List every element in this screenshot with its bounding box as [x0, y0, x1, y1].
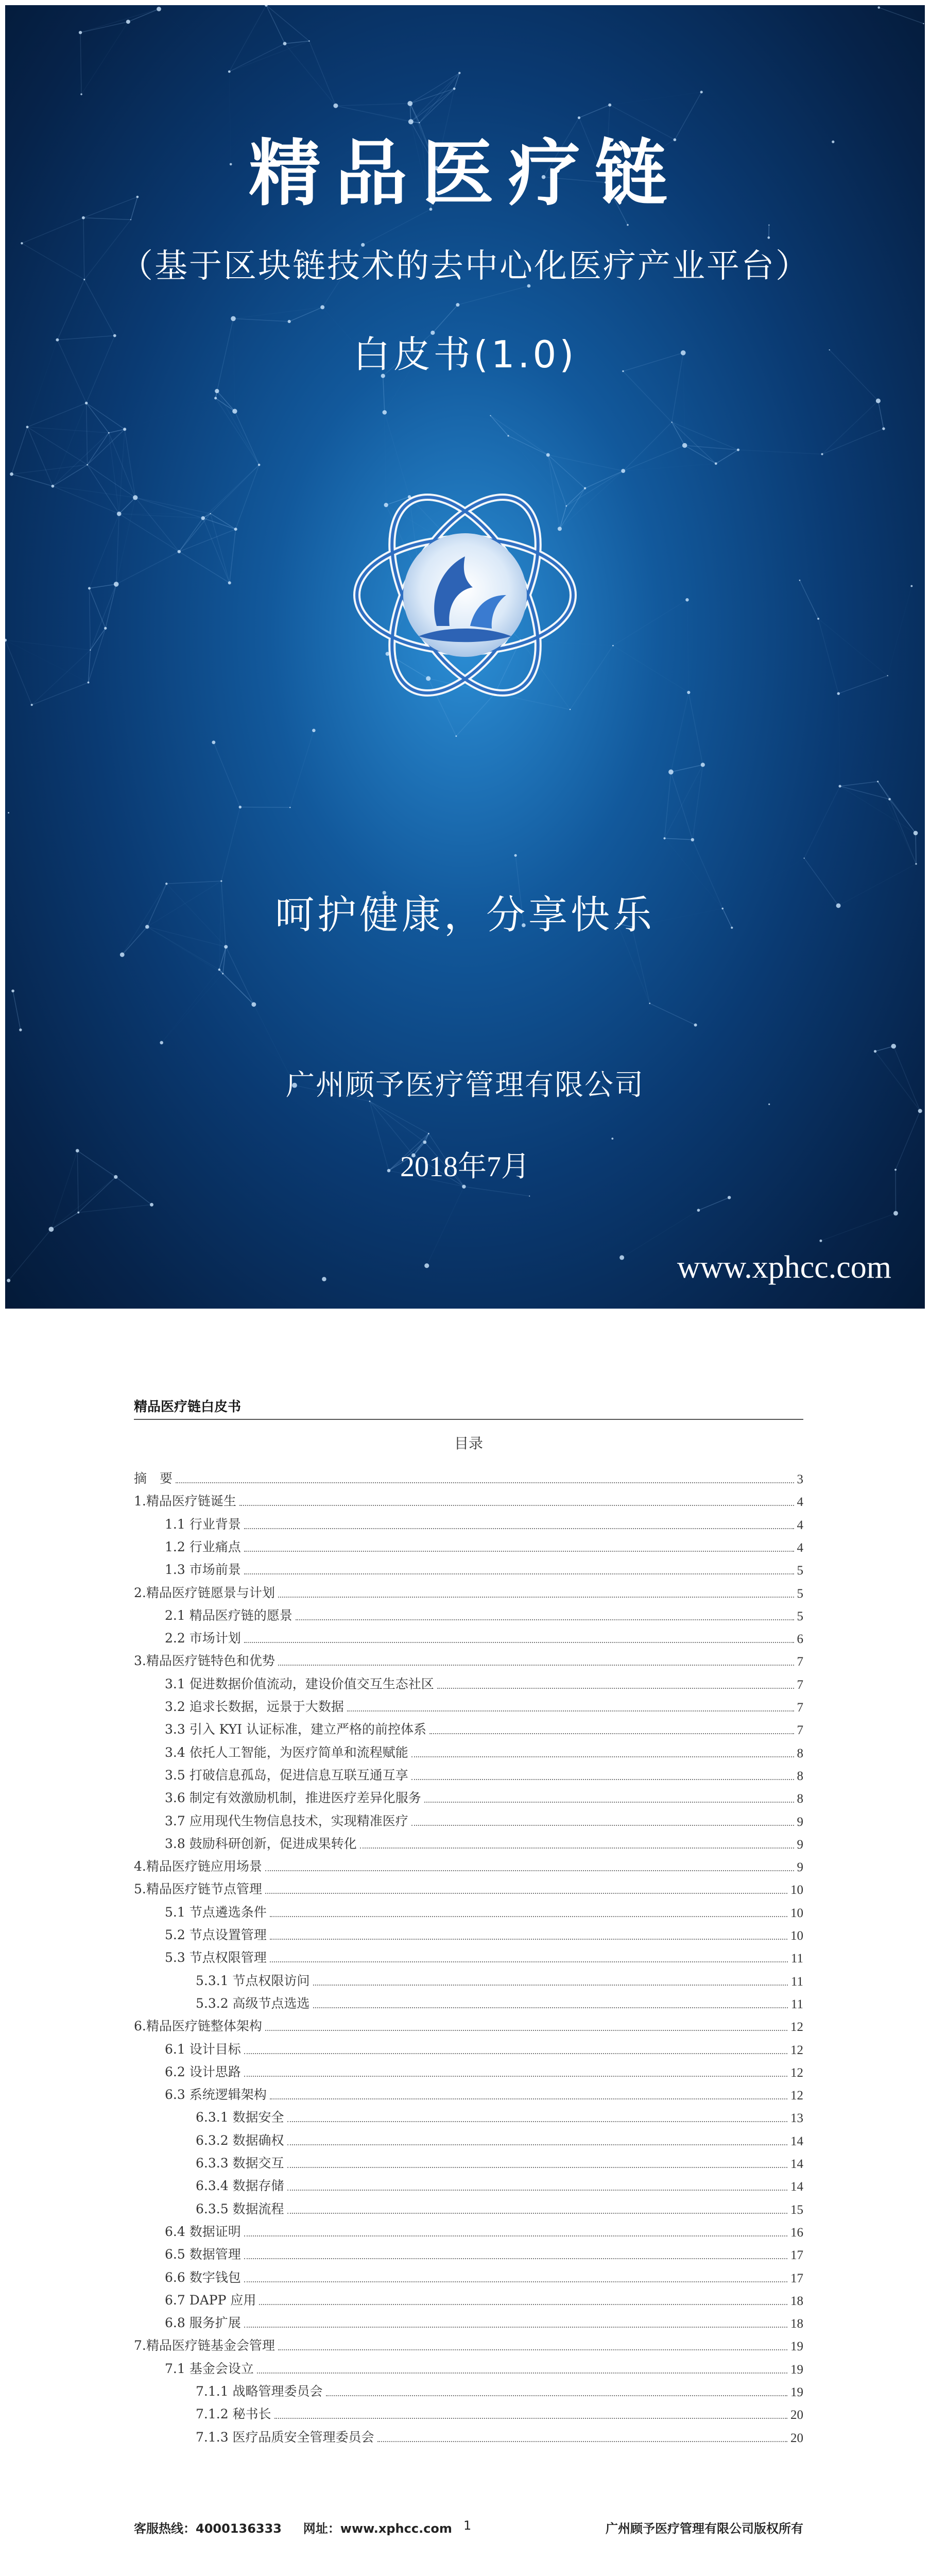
toc-entry-page: 11: [790, 1975, 803, 1989]
toc-entry-title: 摘 要: [134, 1471, 173, 1486]
toc-entry-title: 7.1 基金会设立: [165, 2361, 254, 2376]
toc-entry[interactable]: [134, 1993, 803, 2012]
toc-entry-page: 5: [797, 1587, 803, 1601]
toc-entry-page: 12: [790, 2020, 803, 2034]
toc-entry[interactable]: [134, 1925, 803, 1943]
toc-entry-title: 6.3 系统逻辑架构: [165, 2087, 267, 2102]
toc-entry[interactable]: [134, 1628, 803, 1647]
toc-entry-title: 7.1.1 战略管理委员会: [196, 2384, 323, 2399]
toc-dot-leader: [437, 1688, 794, 1689]
toc-dot-leader: [265, 1893, 787, 1894]
toc-entry-page: 12: [790, 2066, 803, 2080]
toc-entry[interactable]: [134, 1697, 803, 1715]
toc-entry[interactable]: [134, 1879, 803, 1897]
toc-entry-page: 7: [797, 1678, 803, 1692]
toc-entry[interactable]: [134, 1811, 803, 1829]
toc-entry-title: 3.6 制定有效激励机制，推进医疗差异化服务: [165, 1790, 421, 1805]
toc-entry-page: 13: [790, 2111, 803, 2125]
toc-dot-leader: [239, 1505, 794, 1506]
toc-dot-leader: [287, 2213, 787, 2214]
toc-entry-title: 3.8 鼓励科研创新，促进成果转化: [165, 1836, 357, 1851]
toc-dot-leader: [257, 2372, 787, 2374]
toc-dot-leader: [274, 2418, 787, 2419]
toc-entry-title: 6.6 数字钱包: [165, 2270, 241, 2285]
toc-entry[interactable]: [134, 1902, 803, 1921]
toc-entry-title: 6.2 设计思路: [165, 2064, 241, 2079]
toc-entry-page: 3: [797, 1472, 803, 1486]
toc-entry-title: 1.2 行业痛点: [165, 1539, 241, 1554]
toc-dot-leader: [244, 2258, 787, 2259]
toc-dot-leader: [270, 2098, 787, 2099]
toc-entry-page: 7: [797, 1701, 803, 1715]
cover-slogan: 呵护健康，分享快乐: [275, 892, 655, 938]
cover-subtitle: （基于区块链技术的去中心化医疗产业平台）: [120, 247, 810, 285]
toc-entry-page: 11: [790, 1997, 803, 2011]
toc-entry-page: 10: [790, 1883, 803, 1897]
toc-dot-leader: [244, 2076, 787, 2077]
footer-hotline-and-website: [134, 2518, 452, 2536]
toc-entry[interactable]: [134, 2084, 803, 2103]
toc-entry-page: 8: [797, 1747, 803, 1760]
toc-entry-title: 4.精品医疗链应用场景: [134, 1859, 262, 1874]
toc-page-1: [134, 1396, 803, 2576]
toc-entry-title: 6.5 数据管理: [165, 2247, 241, 2262]
toc-dot-leader: [244, 2281, 787, 2282]
dolphin-flower-logo-icon: [341, 471, 589, 719]
toc-entry[interactable]: [134, 1537, 803, 1555]
toc-dot-leader: [287, 2144, 787, 2145]
toc-entry-title: 2.1 精品医疗链的愿景: [165, 1608, 292, 1623]
toc-entry-title: 1.3 市场前景: [165, 1562, 241, 1577]
toc-entry-page: 6: [797, 1632, 803, 1646]
toc-entry-page: 5: [797, 1564, 803, 1578]
toc-entry[interactable]: [134, 1560, 803, 1578]
toc-entry-title: 6.3.5 数据流程: [196, 2201, 284, 2216]
toc-entry-title: 6.4 数据证明: [165, 2224, 241, 2239]
toc-entry[interactable]: [134, 1491, 803, 1510]
toc-entry-title: 7.1.3 医疗品质安全管理委员会: [196, 2430, 374, 2445]
toc-entry-title: 6.3.1 数据安全: [196, 2110, 284, 2125]
toc-entry-title: 5.3.1 节点权限访问: [196, 1973, 310, 1988]
toc-entry-page: 17: [790, 2248, 803, 2262]
toc-dot-leader: [287, 2167, 787, 2168]
toc-entry-title: 7.1.2 秘书长: [196, 2406, 271, 2421]
toc-entry-page: 19: [790, 2385, 803, 2399]
toc-entry-page: 16: [790, 2226, 803, 2240]
toc-entry-page: 9: [797, 1838, 803, 1852]
toc-dot-leader: [278, 1597, 794, 1598]
toc-entry[interactable]: [134, 2290, 803, 2309]
toc-dot-leader: [287, 2190, 787, 2191]
toc-entry[interactable]: [134, 2016, 803, 2035]
toc-entry-title: 3.2 追求长数据，远景于大数据: [165, 1699, 344, 1714]
cover-date: 2018年7月: [400, 1151, 530, 1183]
toc-entry-page: 19: [790, 2363, 803, 2377]
toc-entry-page: 9: [797, 1860, 803, 1874]
toc-entry[interactable]: [134, 1856, 803, 1875]
toc-entry[interactable]: [134, 1605, 803, 1624]
toc-entry-title: 6.精品医疗链整体架构: [134, 2019, 262, 2033]
toc-entry[interactable]: [134, 2199, 803, 2217]
toc-entry-title: 5.精品医疗链节点管理: [134, 1882, 262, 1896]
toc-dot-leader: [270, 1939, 787, 1940]
toc-entry[interactable]: [134, 1834, 803, 1852]
toc-entry-title: 1.1 行业背景: [165, 1517, 241, 1532]
toc-entry-title: 3.4 依托人工智能，为医疗简单和流程赋能: [165, 1745, 408, 1760]
toc-entry-page: 9: [797, 1815, 803, 1829]
toc-entry[interactable]: [134, 2427, 803, 2446]
toc-entry-page: 14: [790, 2134, 803, 2148]
toc-entry[interactable]: [134, 1651, 803, 1669]
toc-dot-leader: [244, 2053, 787, 2054]
toc-entry-page: 7: [797, 1723, 803, 1737]
toc-entry[interactable]: [134, 2359, 803, 2377]
toc-dot-leader: [326, 2395, 787, 2396]
toc-entry-page: 12: [790, 2043, 803, 2057]
toc-dot-leader: [278, 2349, 787, 2350]
toc-entry-title: 6.1 设计目标: [165, 2042, 241, 2057]
toc-dot-leader: [265, 2030, 787, 2031]
footer-page-number: 1: [463, 2518, 472, 2533]
toc-entry-page: 11: [790, 1952, 803, 1965]
toc-dot-leader: [411, 1779, 794, 1780]
toc-dot-leader: [244, 1551, 794, 1552]
toc-entry[interactable]: [134, 1971, 803, 1989]
toc-entry-title: 5.1 节点遴选条件: [165, 1905, 267, 1920]
footer-rights: 广州顾予医疗管理有限公司版权所有: [606, 2521, 803, 2536]
toc-entry[interactable]: [134, 2153, 803, 2172]
toc-entry-page: 4: [797, 1541, 803, 1555]
toc-entry-title: 7.精品医疗链基金会管理: [134, 2338, 275, 2353]
cover-title: 精品医疗链: [248, 132, 681, 216]
toc-dot-leader: [424, 1802, 794, 1803]
toc-entry[interactable]: [134, 1947, 803, 1966]
toc-entry-page: 18: [790, 2317, 803, 2331]
toc-entry-page: 8: [797, 1792, 803, 1806]
toc-entry-title: 5.3 节点权限管理: [165, 1950, 267, 1965]
toc-dot-leader: [270, 1916, 787, 1917]
toc-entry[interactable]: [134, 1742, 803, 1761]
toc-entry-title: 6.8 服务扩展: [165, 2315, 241, 2330]
toc-entry[interactable]: [134, 2130, 803, 2149]
toc-dot-leader: [278, 1665, 794, 1666]
toc-entry-page: 5: [797, 1609, 803, 1623]
toc-entry-page: 20: [790, 2408, 803, 2422]
toc-dot-leader: [259, 2304, 787, 2305]
toc-entry-title: 1.精品医疗链诞生: [134, 1494, 236, 1509]
cover-page: [5, 5, 925, 1309]
header-divider: [134, 1419, 803, 1420]
toc-entry-page: 14: [790, 2157, 803, 2171]
toc-dot-leader: [360, 1848, 794, 1849]
toc-entry-page: 8: [797, 1769, 803, 1783]
toc-entry-title: 5.3.2 高级节点选选: [196, 1996, 310, 2011]
toc-entry[interactable]: [134, 1583, 803, 1601]
toc-dot-leader: [244, 2327, 787, 2328]
toc-entry[interactable]: [134, 2062, 803, 2080]
footer-website: 网址：www.xphcc.com: [303, 2521, 452, 2536]
toc-dot-leader: [377, 2441, 787, 2442]
toc-dot-leader: [313, 1985, 788, 1986]
page-header-title: 精品医疗链白皮书: [134, 1399, 242, 1415]
toc-entry-page: 12: [790, 2089, 803, 2103]
toc-entry-page: 4: [797, 1518, 803, 1532]
toc-entry[interactable]: [134, 1719, 803, 1738]
toc-dot-leader: [244, 2235, 787, 2236]
toc-dot-leader: [265, 1870, 794, 1871]
toc-entry[interactable]: [134, 1765, 803, 1784]
toc-entry-page: 4: [797, 1495, 803, 1509]
toc-dot-leader: [429, 1733, 794, 1734]
toc-entry[interactable]: [134, 2176, 803, 2194]
toc-entry-title: 2.精品医疗链愿景与计划: [134, 1585, 275, 1600]
toc-entry-title: 3.7 应用现代生物信息技术，实现精准医疗: [165, 1814, 408, 1828]
toc-entry[interactable]: [134, 2039, 803, 2058]
toc-entry[interactable]: [134, 2222, 803, 2240]
toc-entry-page: 7: [797, 1655, 803, 1669]
toc-entry-title: 2.2 市场计划: [165, 1631, 241, 1646]
toc-entry-page: 10: [790, 1929, 803, 1943]
toc-entry-page: 15: [790, 2203, 803, 2217]
toc-dot-leader: [411, 1756, 794, 1757]
toc-entry[interactable]: [134, 2381, 803, 2400]
toc-entry[interactable]: [134, 2313, 803, 2331]
toc-entry-page: 17: [790, 2272, 803, 2285]
toc-entry-title: 3.3 引入 KYI 认证标准，建立严格的前控体系: [165, 1722, 426, 1737]
toc-entry-page: 14: [790, 2180, 803, 2194]
toc-entry-title: 3.精品医疗链特色和优势: [134, 1653, 275, 1668]
toc-entry[interactable]: [134, 1468, 803, 1487]
toc-entry-title: 6.3.3 数据交互: [196, 2156, 284, 2171]
toc-entry-title: 3.1 促进数据价值流动，建设价值交互生态社区: [165, 1676, 434, 1691]
toc-entry-page: 20: [790, 2431, 803, 2445]
toc-dot-leader: [176, 1482, 794, 1483]
toc-entry[interactable]: [134, 1514, 803, 1533]
toc-entry-title: 6.3.4 数据存储: [196, 2178, 284, 2193]
toc-entry-page: 18: [790, 2294, 803, 2308]
toc-entry[interactable]: [134, 1674, 803, 1692]
toc-dot-leader: [244, 1642, 794, 1643]
cover-company-name: 广州顾予医疗管理有限公司: [286, 1069, 644, 1102]
toc-dot-leader: [313, 2007, 788, 2008]
cover-website: www.xphcc.com: [677, 1250, 891, 1285]
toc-heading: 目录: [454, 1435, 483, 1452]
toc-entry-page: 10: [790, 1906, 803, 1920]
toc-entry-title: 3.5 打破信息孤岛，促进信息互联互通互享: [165, 1768, 408, 1783]
toc-dot-leader: [296, 1619, 794, 1620]
toc-entry-page: 19: [790, 2340, 803, 2353]
toc-entry[interactable]: [134, 2107, 803, 2126]
toc-entry-title: 6.3.2 数据确权: [196, 2133, 284, 2148]
toc-dot-leader: [287, 2121, 787, 2122]
footer-hotline: 客服热线：4000136333: [134, 2521, 282, 2536]
toc-entry[interactable]: [134, 2404, 803, 2422]
cover-version: 白皮书(1.0): [353, 333, 577, 376]
toc-dot-leader: [244, 1573, 794, 1574]
toc-entry-title: 6.7 DAPP 应用: [165, 2293, 256, 2308]
toc-entry[interactable]: [134, 2335, 803, 2354]
toc-entry[interactable]: [134, 2244, 803, 2263]
toc-dot-leader: [244, 1528, 794, 1529]
toc-dot-leader: [411, 1825, 794, 1826]
toc-entry[interactable]: [134, 2267, 803, 2286]
toc-entry[interactable]: [134, 1788, 803, 1806]
page-footer: [134, 2518, 803, 2539]
toc-dot-leader: [270, 1961, 788, 1962]
toc-dot-leader: [347, 1710, 794, 1711]
toc-entry-title: 5.2 节点设置管理: [165, 1927, 267, 1942]
